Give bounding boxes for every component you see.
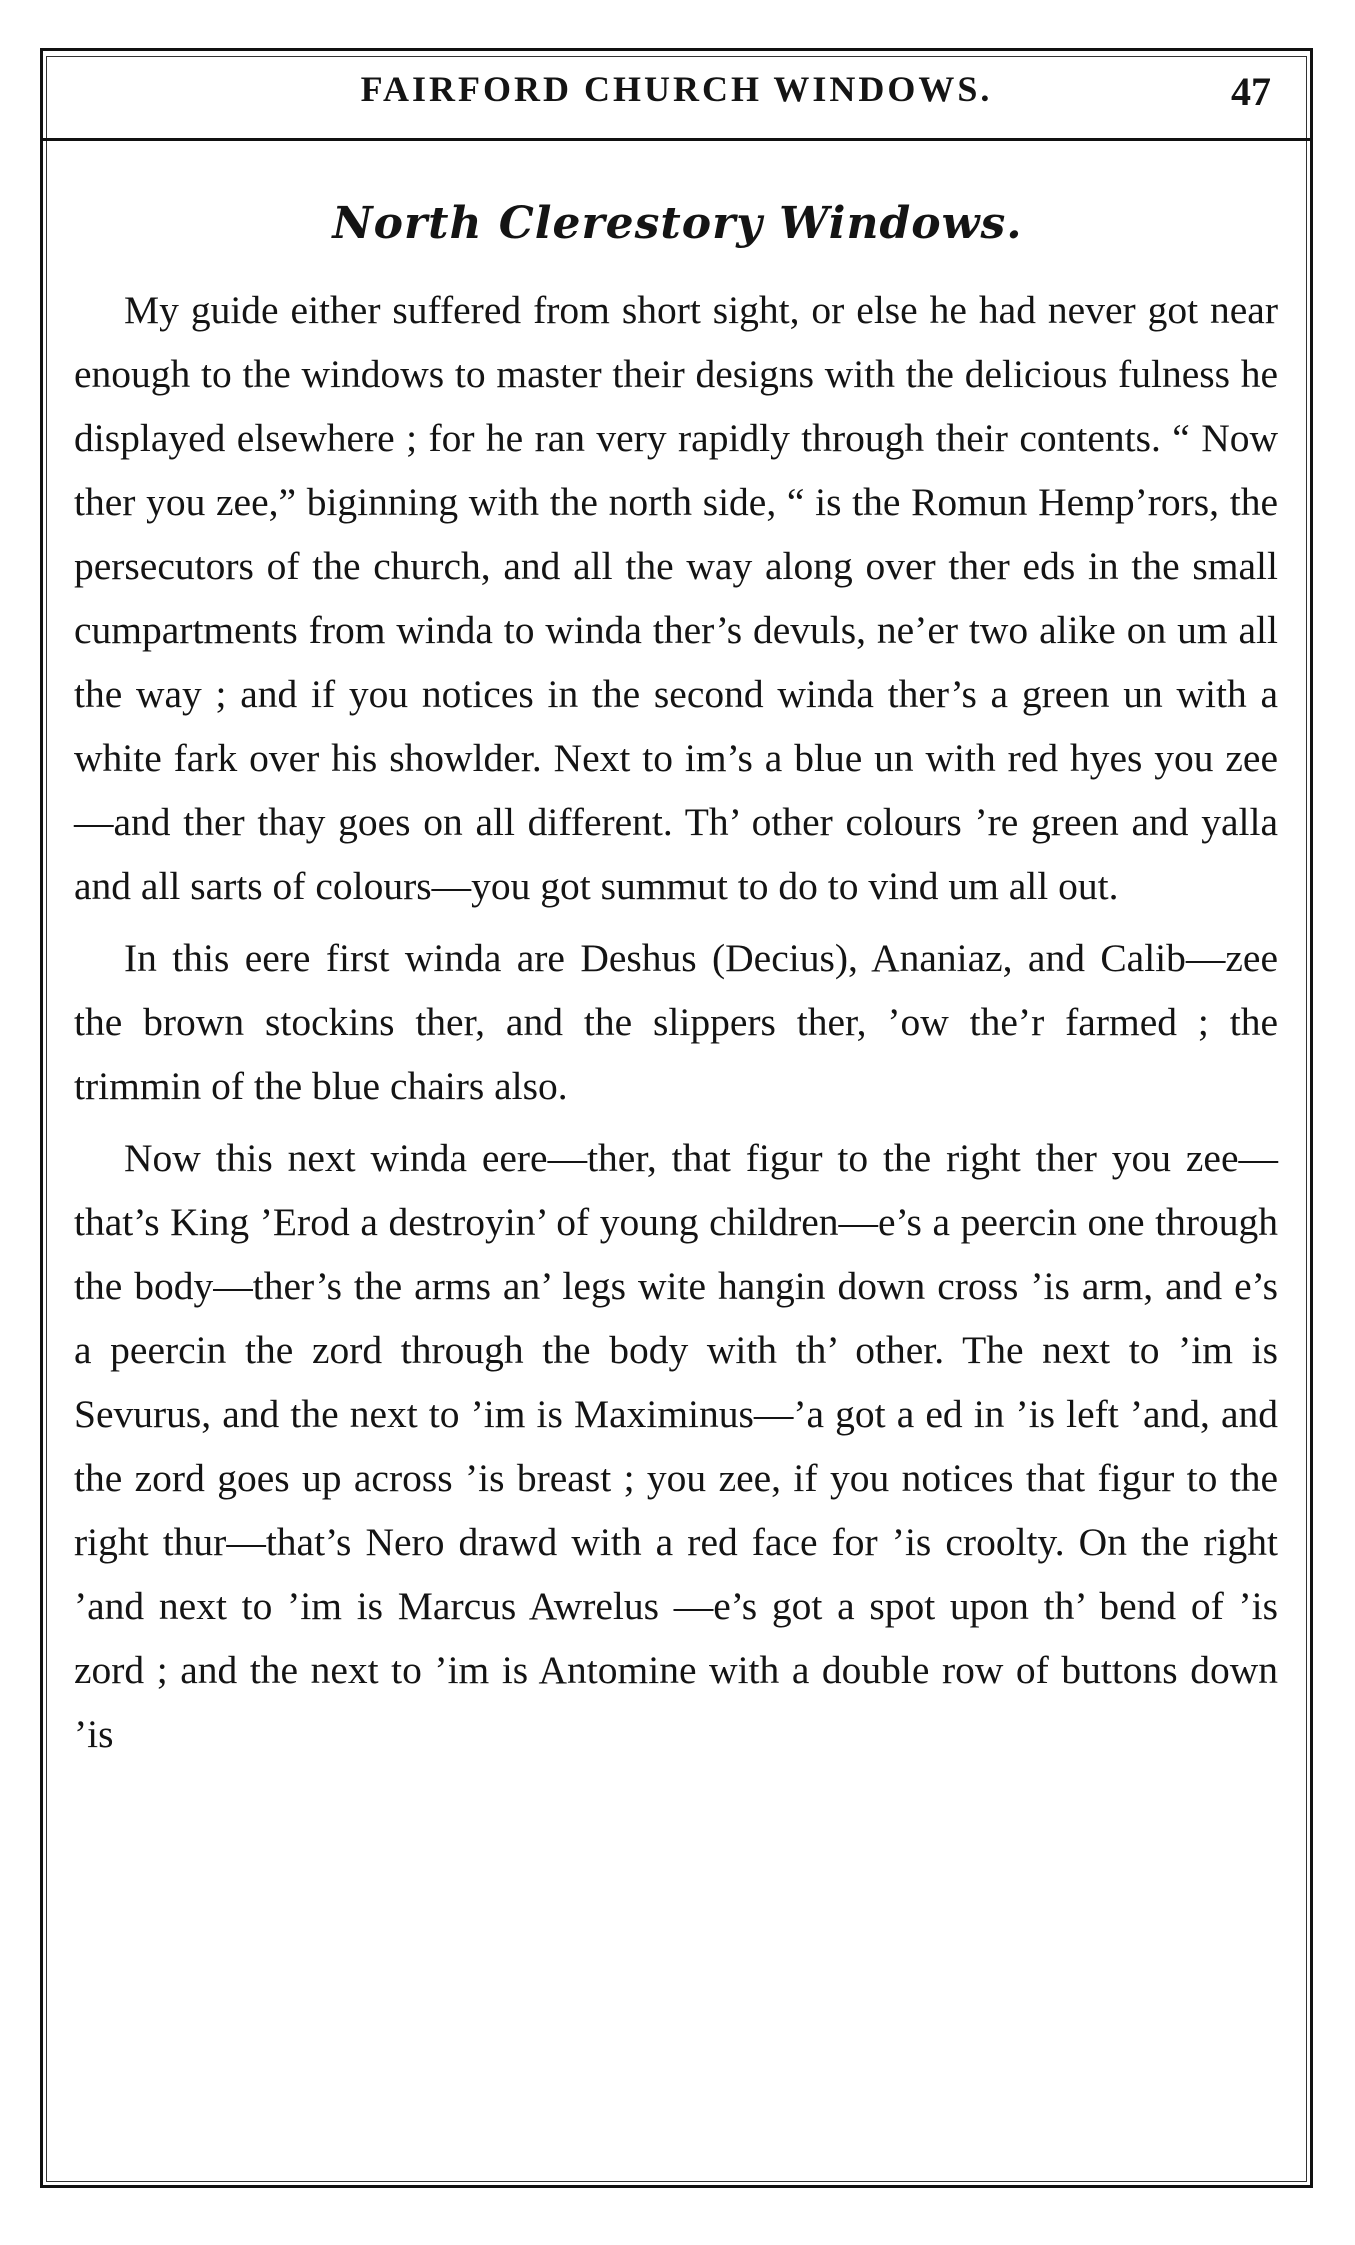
page-header [40, 48, 1313, 141]
body-text [74, 278, 1278, 1774]
paragraph-3: Now this next winda eere—ther, that figur to the right ther you zee—that’s King ’Erod a destroyin’ of young children—e’s a peercin one through the body—ther’s the arms an’ legs wite hangin down cross ’is arm, and e’s a peercin the zord through the body with th’ other. The next to ’im is Sevurus, and the next to ’im is Maximinus—’a got a ed in ’is left ’and, and the zord goes up across ’is breast ; you zee, if you notices that figur to the right thur—that’s Nero drawd with a red face for ’is croolty. On the right ’and next to ’im is Marcus Awrelus —e’s got a spot upon th’ bend of ’is zord ; and the next to ’im is Antomine with a double row of buttons down ’is [74, 1136, 1278, 1756]
section-title: North Clerestory Windows. [332, 198, 1023, 249]
page-number: 47 [1231, 69, 1271, 114]
paragraph-1: My guide either suffered from short sight, or else he had never got near enough to the windows to master their designs with the delicious fulness he displayed elsewhere ; for he ran very rapidly through their contents. “ Now ther you zee,” biginning with the north side, “ is the Romun Hemp’rors, the persecutors of the church, and all the way along over ther eds in the small cumpartments from winda to winda ther’s devuls, ne’er two alike on um all the way ; and if you notices in the second winda ther’s a green un with a white fark over his showlder. Next to im’s a blue un with red hyes you zee—and ther thay goes on all different. Th’ other colours ’re green and yalla and all sarts of colours—you got summut to do to vind um all out. [74, 288, 1278, 908]
paragraph-2: In this eere first winda are Deshus (Decius), Ananiaz, and Calib—zee the brown stockins ther, and the slippers ther, ’ow the’r farmed ; the trimmin of the blue chairs also. [74, 936, 1278, 1108]
running-title: FAIRFORD CHURCH WINDOWS. [360, 69, 993, 109]
